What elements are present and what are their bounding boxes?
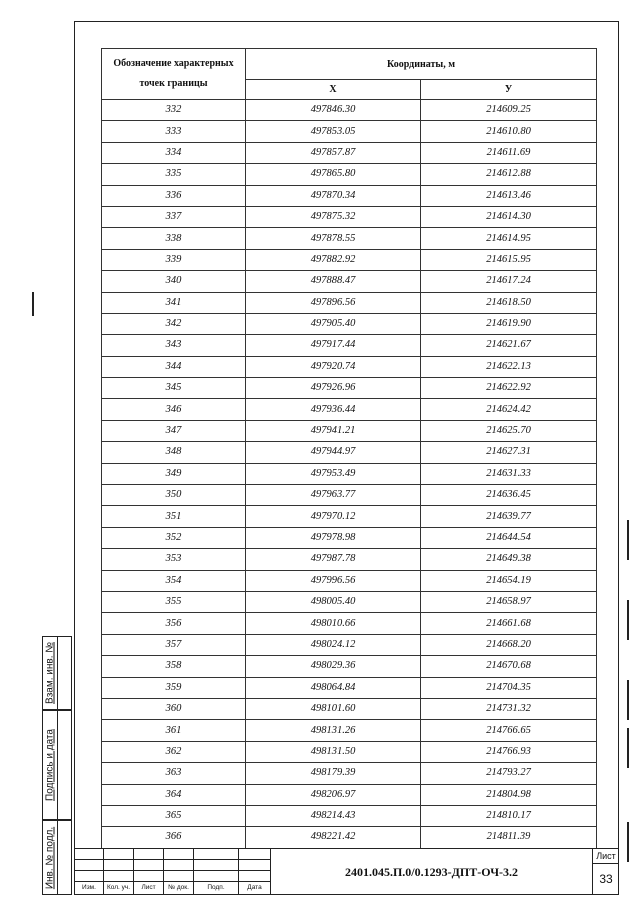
x-cell: 497941.21 <box>246 420 421 441</box>
y-cell: 214804.98 <box>421 784 597 805</box>
point-cell: 351 <box>102 506 246 527</box>
header-coordinates: Координаты, м <box>246 49 597 80</box>
point-cell: 361 <box>102 720 246 741</box>
header-point: Обозначение характерных точек границы <box>102 49 246 100</box>
x-cell: 497878.55 <box>246 228 421 249</box>
x-cell: 497996.56 <box>246 570 421 591</box>
scan-mark <box>627 728 629 768</box>
point-cell: 365 <box>102 805 246 826</box>
title-block-cell <box>238 870 270 881</box>
point-cell: 346 <box>102 399 246 420</box>
table-row <box>102 549 597 570</box>
y-cell: 214614.95 <box>421 228 597 249</box>
point-cell: 336 <box>102 185 246 206</box>
y-cell: 214615.95 <box>421 249 597 270</box>
scan-mark <box>627 520 629 560</box>
y-cell: 214670.68 <box>421 656 597 677</box>
y-cell: 214612.88 <box>421 164 597 185</box>
point-cell: 352 <box>102 527 246 548</box>
point-cell: 359 <box>102 677 246 698</box>
margin-text-inv: Инв. № подл. <box>44 826 56 889</box>
y-cell: 214611.69 <box>421 142 597 163</box>
point-cell: 354 <box>102 570 246 591</box>
y-cell: 214613.46 <box>421 185 597 206</box>
title-block-cell <box>193 859 238 870</box>
x-cell: 498206.97 <box>246 784 421 805</box>
table-row <box>102 420 597 441</box>
y-cell: 214639.77 <box>421 506 597 527</box>
scan-mark <box>627 822 629 862</box>
title-block-cell <box>193 848 238 859</box>
table-row <box>102 677 597 698</box>
point-cell: 366 <box>102 827 246 848</box>
x-cell: 498064.84 <box>246 677 421 698</box>
y-cell: 214619.90 <box>421 313 597 334</box>
x-cell: 497926.96 <box>246 378 421 399</box>
y-cell: 214766.93 <box>421 741 597 762</box>
point-cell: 353 <box>102 549 246 570</box>
point-cell: 337 <box>102 206 246 227</box>
title-block-cell <box>74 848 103 859</box>
x-cell: 497888.47 <box>246 271 421 292</box>
x-cell: 498131.50 <box>246 741 421 762</box>
y-cell: 214668.20 <box>421 634 597 655</box>
table-row <box>102 271 597 292</box>
table-row <box>102 206 597 227</box>
title-block-label: Изм. <box>74 881 103 895</box>
y-cell: 214636.45 <box>421 485 597 506</box>
x-cell: 497853.05 <box>246 121 421 142</box>
y-cell: 214810.17 <box>421 805 597 826</box>
margin-divider <box>57 821 58 894</box>
x-cell: 498010.66 <box>246 613 421 634</box>
title-block-label: Дата <box>238 881 270 895</box>
x-cell: 497978.98 <box>246 527 421 548</box>
x-cell: 498005.40 <box>246 591 421 612</box>
point-cell: 345 <box>102 378 246 399</box>
point-cell: 339 <box>102 249 246 270</box>
x-cell: 497846.30 <box>246 100 421 121</box>
table-body <box>102 100 597 849</box>
x-cell: 498221.42 <box>246 827 421 848</box>
y-cell: 214704.35 <box>421 677 597 698</box>
table-row <box>102 121 597 142</box>
sheet-number: 33 <box>592 863 619 895</box>
point-cell: 340 <box>102 271 246 292</box>
y-cell: 214610.80 <box>421 121 597 142</box>
header-x: Х <box>246 80 421 100</box>
coordinates-table <box>101 48 597 849</box>
y-cell: 214644.54 <box>421 527 597 548</box>
title-block-cell <box>238 859 270 870</box>
x-cell: 497870.34 <box>246 185 421 206</box>
x-cell: 498179.39 <box>246 763 421 784</box>
point-cell: 332 <box>102 100 246 121</box>
y-cell: 214649.38 <box>421 549 597 570</box>
y-cell: 214618.50 <box>421 292 597 313</box>
table-row <box>102 292 597 313</box>
title-block-cell <box>133 859 163 870</box>
margin-box-vzam <box>42 636 72 710</box>
x-cell: 497953.49 <box>246 463 421 484</box>
table-row <box>102 100 597 121</box>
table-row <box>102 527 597 548</box>
point-cell: 356 <box>102 613 246 634</box>
point-cell: 360 <box>102 698 246 719</box>
table-row <box>102 164 597 185</box>
x-cell: 497920.74 <box>246 356 421 377</box>
point-cell: 344 <box>102 356 246 377</box>
title-block-cell <box>133 870 163 881</box>
x-cell: 498024.12 <box>246 634 421 655</box>
y-cell: 214731.32 <box>421 698 597 719</box>
table-row <box>102 399 597 420</box>
point-cell: 349 <box>102 463 246 484</box>
point-cell: 341 <box>102 292 246 313</box>
table-row <box>102 827 597 848</box>
title-block-label: Кол. уч. <box>103 881 133 895</box>
point-cell: 363 <box>102 763 246 784</box>
y-cell: 214622.13 <box>421 356 597 377</box>
title-block <box>74 848 619 895</box>
table-row <box>102 228 597 249</box>
title-block-cell <box>103 870 133 881</box>
table-row <box>102 442 597 463</box>
y-cell: 214654.19 <box>421 570 597 591</box>
y-cell: 214811.39 <box>421 827 597 848</box>
point-cell: 355 <box>102 591 246 612</box>
scan-mark <box>627 680 629 720</box>
title-block-cell <box>163 848 193 859</box>
table-row <box>102 185 597 206</box>
title-block-cell <box>103 859 133 870</box>
x-cell: 498131.26 <box>246 720 421 741</box>
y-cell: 214627.31 <box>421 442 597 463</box>
title-block-cell <box>163 859 193 870</box>
y-cell: 214661.68 <box>421 613 597 634</box>
point-cell: 335 <box>102 164 246 185</box>
margin-box-podpis <box>42 710 72 820</box>
x-cell: 497896.56 <box>246 292 421 313</box>
table-row <box>102 313 597 334</box>
table-row <box>102 613 597 634</box>
title-block-label: № док. <box>163 881 193 895</box>
title-block-cell <box>133 848 163 859</box>
y-cell: 214658.97 <box>421 591 597 612</box>
scan-mark <box>627 600 629 640</box>
x-cell: 497970.12 <box>246 506 421 527</box>
point-cell: 362 <box>102 741 246 762</box>
x-cell: 497882.92 <box>246 249 421 270</box>
y-cell: 214617.24 <box>421 271 597 292</box>
title-block-cell <box>193 870 238 881</box>
table-row <box>102 463 597 484</box>
y-cell: 214631.33 <box>421 463 597 484</box>
point-cell: 333 <box>102 121 246 142</box>
scan-mark <box>32 292 34 316</box>
margin-divider <box>57 711 58 819</box>
x-cell: 498214.43 <box>246 805 421 826</box>
x-cell: 497857.87 <box>246 142 421 163</box>
table-row <box>102 805 597 826</box>
title-block-cell <box>74 859 103 870</box>
document-code: 2401.045.П.0/0.1293-ДПТ-ОЧ-3.2 <box>270 848 592 895</box>
x-cell: 497865.80 <box>246 164 421 185</box>
margin-label-podpis <box>45 729 56 801</box>
point-cell: 348 <box>102 442 246 463</box>
y-cell: 214624.42 <box>421 399 597 420</box>
point-cell: 357 <box>102 634 246 655</box>
margin-text-podpis: Подпись и дата <box>44 729 56 801</box>
table-row <box>102 249 597 270</box>
table-row <box>102 763 597 784</box>
x-cell: 497905.40 <box>246 313 421 334</box>
point-cell: 342 <box>102 313 246 334</box>
table-row <box>102 720 597 741</box>
title-block-cell <box>163 870 193 881</box>
table-row <box>102 698 597 719</box>
margin-box-inv <box>42 820 72 895</box>
title-block-label: Лист <box>133 881 163 895</box>
point-cell: 364 <box>102 784 246 805</box>
x-cell: 497875.32 <box>246 206 421 227</box>
point-cell: 347 <box>102 420 246 441</box>
point-cell: 350 <box>102 485 246 506</box>
point-cell: 343 <box>102 335 246 356</box>
title-block-label: Подп. <box>193 881 238 895</box>
sheet-label: Лист <box>592 848 619 863</box>
margin-label-inv <box>45 826 56 888</box>
x-cell: 498101.60 <box>246 698 421 719</box>
table-row <box>102 656 597 677</box>
y-cell: 214621.67 <box>421 335 597 356</box>
x-cell: 497944.97 <box>246 442 421 463</box>
table-row <box>102 378 597 399</box>
margin-label-vzam <box>45 642 56 704</box>
x-cell: 498029.36 <box>246 656 421 677</box>
x-cell: 497987.78 <box>246 549 421 570</box>
y-cell: 214793.27 <box>421 763 597 784</box>
x-cell: 497936.44 <box>246 399 421 420</box>
table-row <box>102 335 597 356</box>
title-block-cell <box>238 848 270 859</box>
table-row <box>102 142 597 163</box>
title-block-cell <box>74 870 103 881</box>
x-cell: 497917.44 <box>246 335 421 356</box>
table-row <box>102 784 597 805</box>
point-cell: 334 <box>102 142 246 163</box>
table-row <box>102 570 597 591</box>
x-cell: 497963.77 <box>246 485 421 506</box>
table-row <box>102 591 597 612</box>
y-cell: 214625.70 <box>421 420 597 441</box>
table-row <box>102 634 597 655</box>
y-cell: 214766.65 <box>421 720 597 741</box>
point-cell: 338 <box>102 228 246 249</box>
point-cell: 358 <box>102 656 246 677</box>
margin-text-vzam: Взам. инв. № <box>44 642 56 704</box>
header-y: У <box>421 80 597 100</box>
table-row <box>102 485 597 506</box>
y-cell: 214622.92 <box>421 378 597 399</box>
margin-divider <box>57 637 58 709</box>
y-cell: 214614.30 <box>421 206 597 227</box>
table-row <box>102 356 597 377</box>
y-cell: 214609.25 <box>421 100 597 121</box>
table-row <box>102 741 597 762</box>
title-block-cell <box>103 848 133 859</box>
table-row <box>102 506 597 527</box>
